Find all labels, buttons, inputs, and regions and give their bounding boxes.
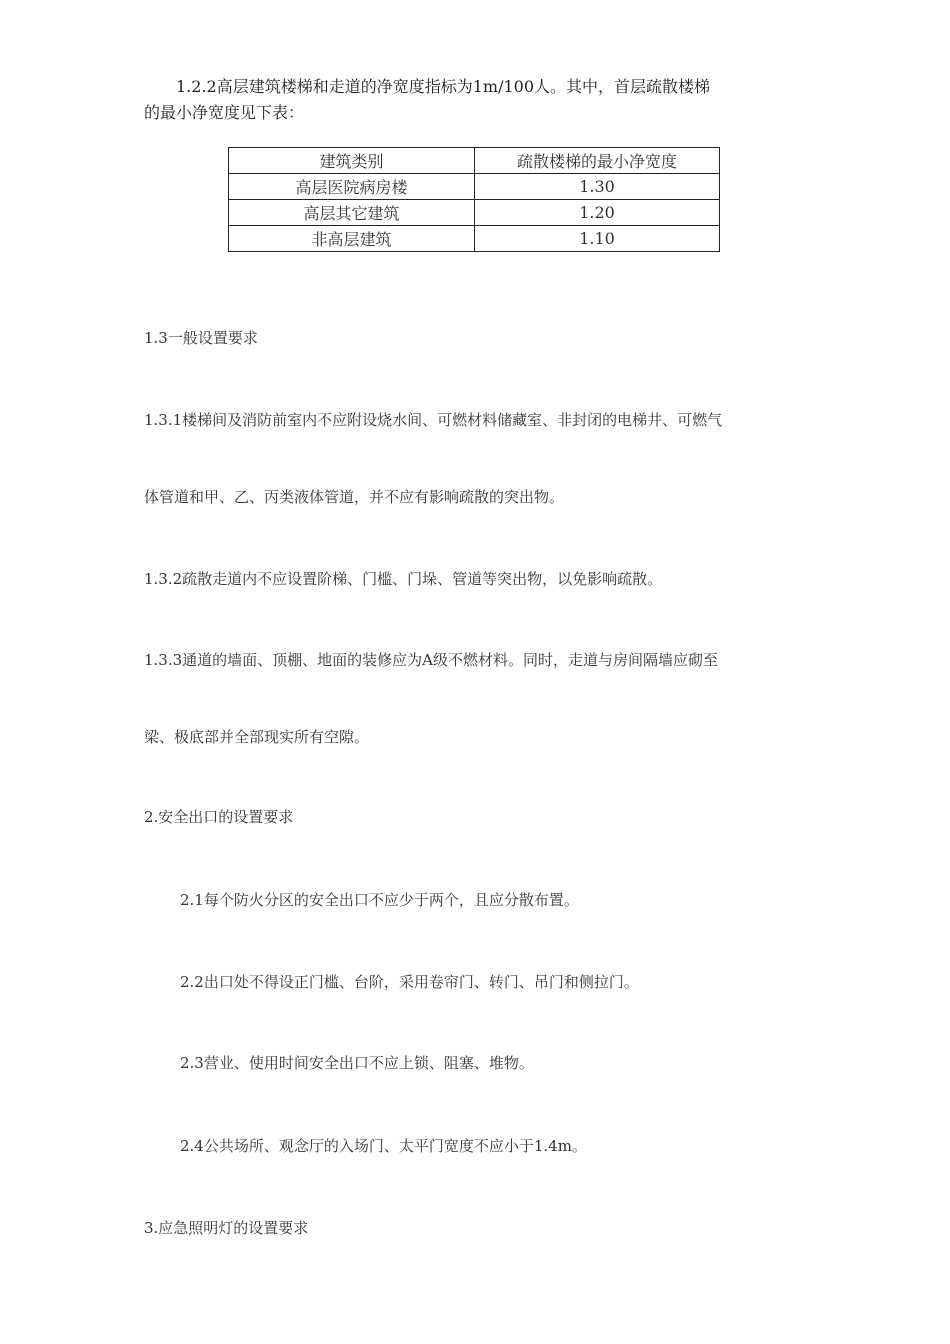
stair-width-table (228, 147, 720, 252)
intro-line-1: 1.2.2高层建筑楼梯和走道的净宽度指标为1m/100人。其中，首层疏散楼梯 (176, 77, 710, 96)
section-1-3-1-line-1: 1.3.1楼梯间及消防前室内不应附设烧水间、可燃材料储藏室、非封闭的电梯井、可燃气 (144, 411, 723, 429)
section-2-4: 2.4公共场所、观念厅的入场门、太平门宽度不应小于1.4m。 (180, 1137, 587, 1155)
intro-line-2: 的最小净宽度见下表： (144, 103, 305, 122)
section-1-3-3-line-1: 1.3.3通道的墙面、顶棚、地面的装修应为A级不燃材料。同时，走道与房间隔墙应砌至 (144, 651, 719, 669)
table-header-row (229, 148, 720, 174)
section-3-heading: 3.应急照明灯的设置要求 (144, 1219, 309, 1237)
section-1-3-1-line-2: 体管道和甲、乙、丙类液体管道，并不应有影响疏散的突出物。 (144, 488, 565, 506)
section-2-2: 2.2出口处不得设正门槛、台阶，采用卷帘门、转门、吊门和侧拉门。 (180, 973, 639, 991)
table-row (229, 226, 720, 252)
section-2-heading: 2.安全出口的设置要求 (144, 808, 294, 826)
table-row (229, 200, 720, 226)
section-1-3-heading: 1.3一般设置要求 (144, 329, 258, 347)
table-header-cell: 建筑类别 (229, 148, 475, 174)
section-2-1: 2.1每个防火分区的安全出口不应少于两个，且应分散布置。 (180, 891, 579, 909)
section-1-3-2: 1.3.2疏散走道内不应设置阶梯、门槛、门垛、管道等突出物，以免影响疏散。 (144, 570, 663, 588)
table-row (229, 174, 720, 200)
table-cell: 1.20 (475, 200, 720, 226)
table-header-cell: 疏散楼梯的最小净宽度 (475, 148, 720, 174)
table-cell: 1.10 (475, 226, 720, 252)
table-cell: 1.30 (475, 174, 720, 200)
table-cell: 高层医院病房楼 (229, 174, 475, 200)
section-1-3-3-line-2: 梁、极底部并全部现实所有空隙。 (144, 728, 370, 746)
table-cell: 非高层建筑 (229, 226, 475, 252)
section-2-3: 2.3营业、使用时间安全出口不应上锁、阻塞、堆物。 (180, 1054, 534, 1072)
table-cell: 高层其它建筑 (229, 200, 475, 226)
